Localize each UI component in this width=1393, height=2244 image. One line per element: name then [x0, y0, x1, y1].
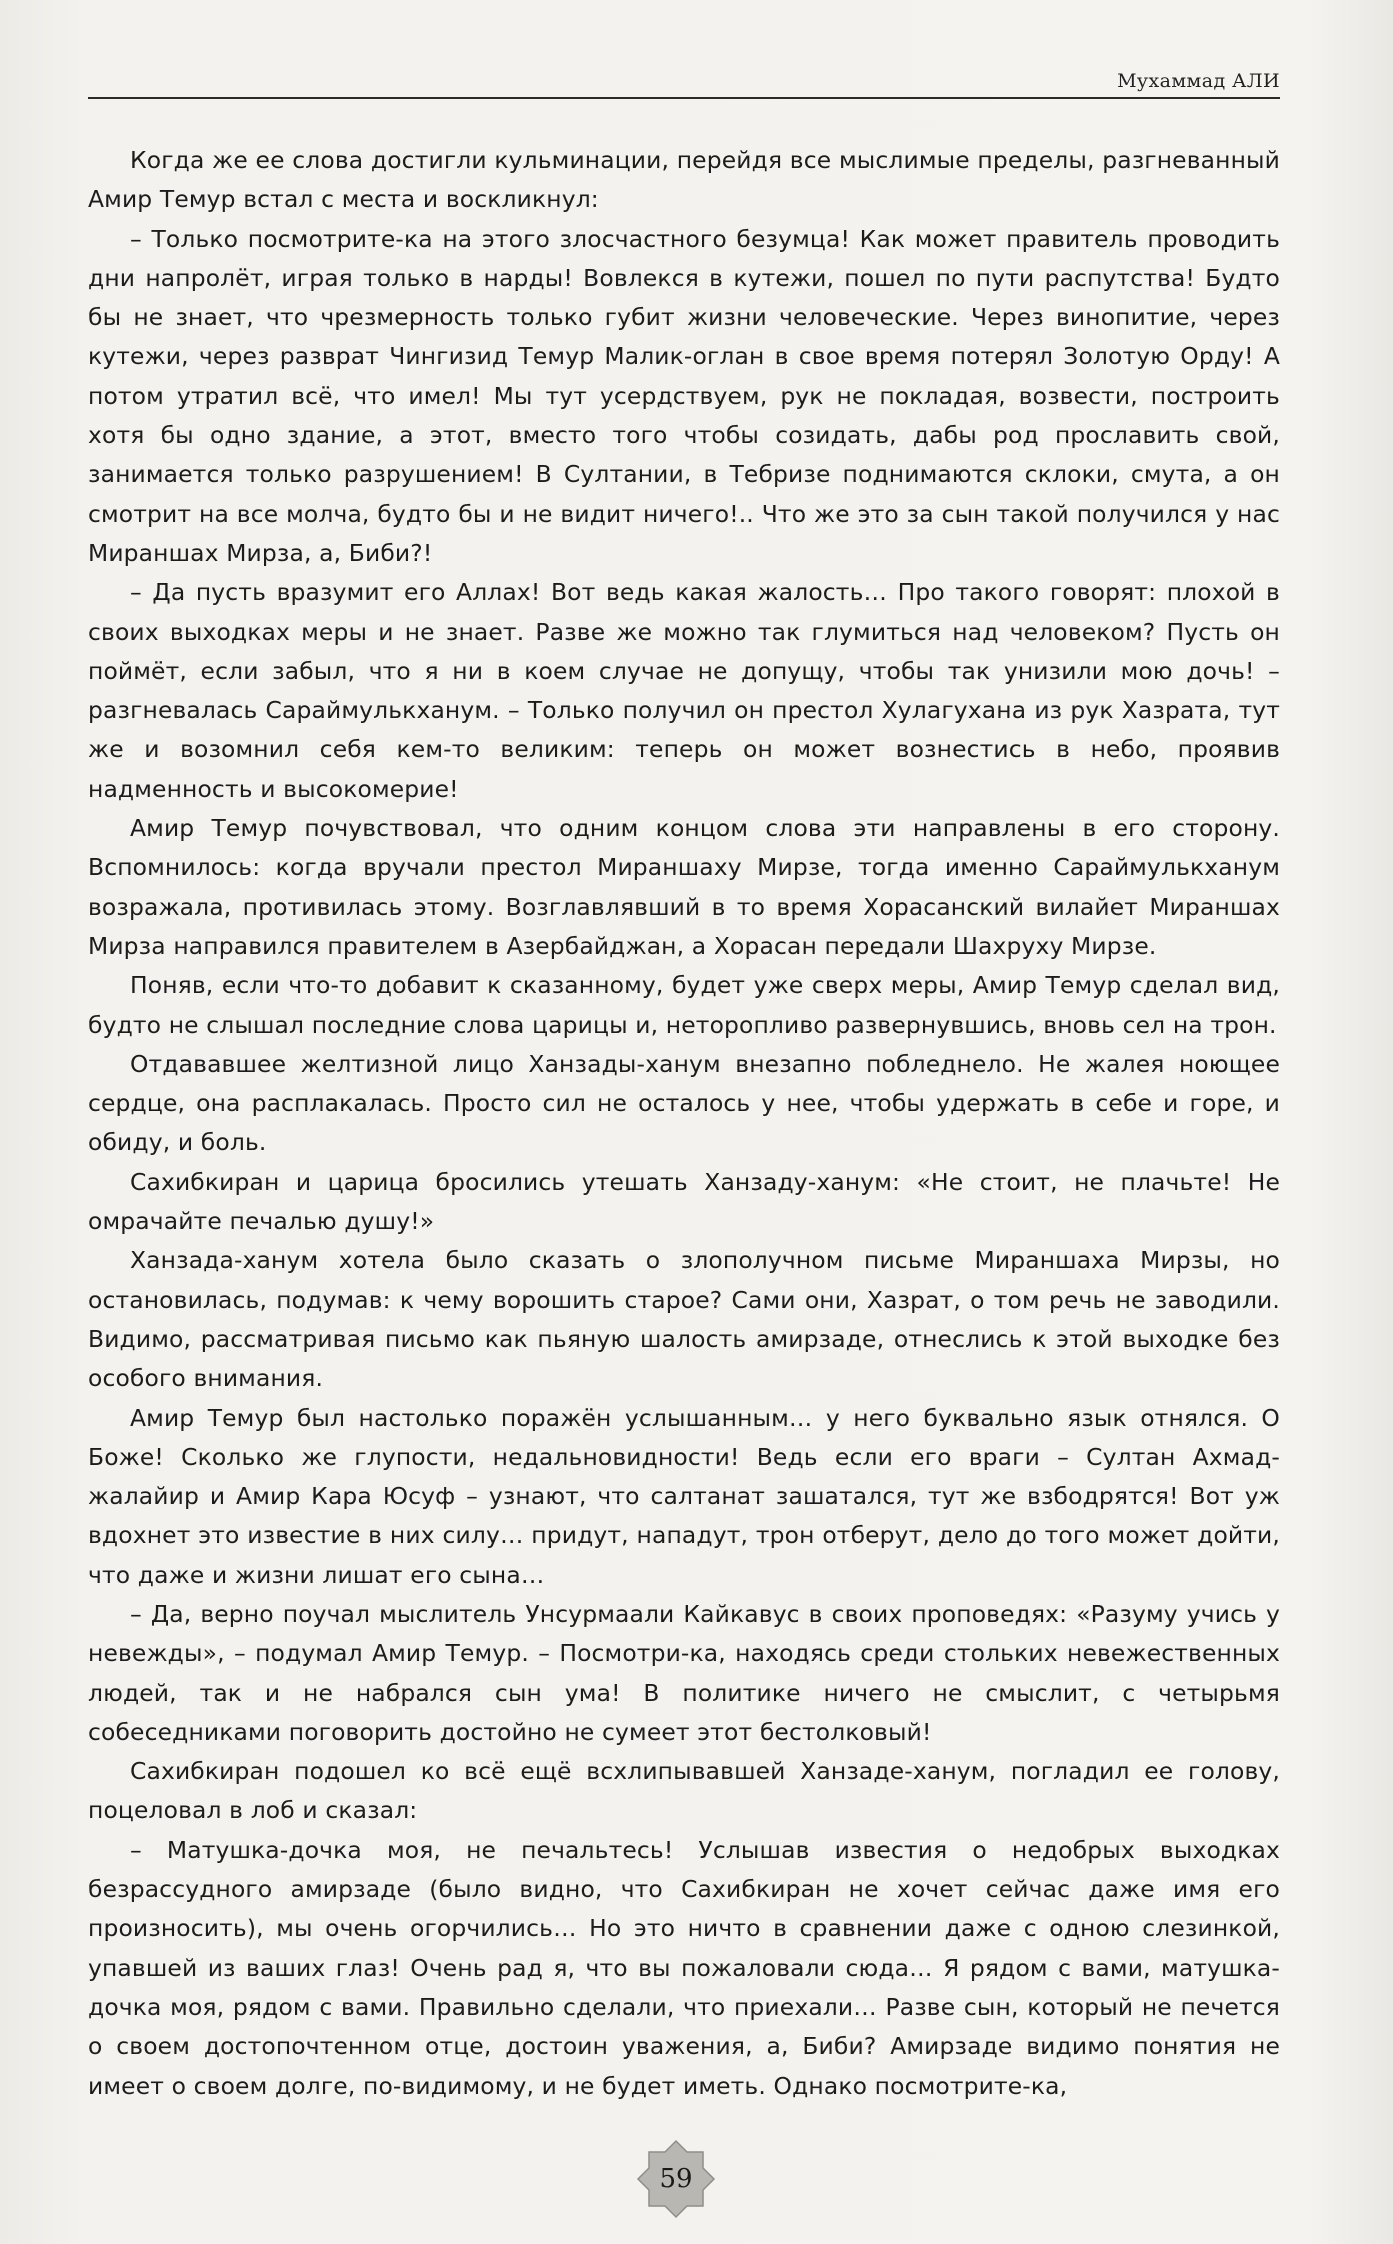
body-text — [88, 141, 1280, 2106]
paragraph: – Матушка-дочка моя, не печальтесь! Услышав известия о недобрых выходках безрассудного амирзаде (было видно, что Сахибкиран не хочет сейчас даже имя его произносить), мы очень огорчились… Но это ничто в сравнении даже с одною слезинкой, упавшей из ваших глаз! Очень рад я, что вы пожаловали сюда… Я рядом с вами, матушка-дочка моя, рядом с вами. Правильно сделали, что приехали… Разве сын, который не печется о своем достопочтенном отце, достоин уважения, а, Биби? Амирзаде видимо понятия не имеет о своем долге, по-видимому, и не будет иметь. Однако посмотрите-ка, — [88, 1835, 1280, 2100]
page-number-badge — [636, 2139, 716, 2219]
paragraph: Сахибкиран подошел ко всё ещё всхлипывавшей Ханзаде-ханум, погладил ее голову, поцеловал в лоб и сказал: — [88, 1757, 1280, 1825]
paragraph: Ханзада-ханум хотела было сказать о злополучном письме Мираншаха Мирзы, но остановилась, подумав: к чему ворошить старое? Сами они, Хазрат, о том речь не заводили. Видимо, рассматривая письмо как пьяную шалость амирзаде, отнеслись к этой выходке без особого внимания. — [88, 1246, 1280, 1393]
paragraph: Когда же ее слова достигли кульминации, перейдя все мыслимые пределы, разгневанный Амир Темур встал с места и воскликнул: — [88, 146, 1280, 214]
paragraph: – Да пусть вразумит его Аллах! Вот ведь какая жалость… Про такого говорят: плохой в своих выходках меры и не знает. Разве же можно так глумиться над человеком? Пусть он поймёт, если забыл, что я ни в коем случае не допущу, чтобы так унизили мою дочь! – разгневалась Сараймулькханум. – Только получил он престол Хулагухана из рук Хазрата, тут же и возомнил себя кем-то великим: теперь он может вознестись в небо, проявив надменность и высокомерие! — [88, 578, 1280, 803]
running-header — [88, 62, 1280, 100]
page-number: 59 — [659, 2164, 693, 2194]
author-name: Мухаммад АЛИ — [1117, 70, 1280, 92]
paragraph: Поняв, если что-то добавит к сказанному, будет уже сверх меры, Амир Темур сделал вид, будто не слышал последние слова царицы и, неторопливо развернувшись, вновь сел на трон. — [88, 971, 1280, 1039]
paragraph: Сахибкиран и царица бросились утешать Ханзаду-ханум: «Не стоит, не плачьте! Не омрачайте печалью душу!» — [88, 1167, 1280, 1236]
paragraph: Амир Темур почувствовал, что одним концом слова эти направлены в его сторону. Вспомнилось: когда вручали престол Мираншаху Мирзе, тогда именно Сараймулькханум возражала, противилась этому. Возглавлявший в то время Хорасанский вилайет Мираншах Мирза направился правителем в Азербайджан, а Хорасан передали Шахруху Мирзе. — [88, 814, 1280, 960]
header-rule — [88, 97, 1280, 99]
paragraph: Отдававшее желтизной лицо Ханзады-ханум внезапно побледнело. Не жалея ноющее сердце, она расплакалась. Просто сил не осталось у нее, чтобы удержать в себе и горе, и обиду, и боль. — [88, 1049, 1280, 1157]
paragraph: – Да, верно поучал мыслитель Унсурмаали Кайкавус в своих проповедях: «Разуму учись у невежды», – подумал Амир Темур. – Посмотри-ка, находясь среди стольких невежественных людей, так и не набрался сын ума! В политике ничего не смыслит, с четырьмя собеседниками поговорить достойно не сумеет этот бестолковый! — [88, 1599, 1280, 1746]
paragraph: – Только посмотрите-ка на этого злосчастного безумца! Как может правитель проводить дни напролёт, играя только в нарды! Вовлекся в кутежи, пошел по пути распутства! Будто бы не знает, что чрезмерность только губит жизни человеческие. Через винопитие, через кутежи, через разврат Чингизид Темур Малик-оглан в свое время потерял Золотую Орду! А потом утратил всё, что имел! Мы тут усердствуем, рук не покладая, возвести, построить хотя бы одно здание, а этот, вместо того чтобы созидать, дабы род прославить свой, занимается только разрушением! В Султании, в Тебризе поднимаются склоки, смута, а он смотрит на все молча, будто бы и не видит ничего!.. Что же это за сын такой получился у нас Мираншах Мирза, а, Биби?! — [88, 224, 1280, 567]
paragraph: Амир Темур был настолько поражён услышанным… у него буквально язык отнялся. О Боже! Сколько же глупости, недальновидности! Ведь если его враги – Султан Ахмад-жалайир и Амир Кара Юсуф – узнают, что салтанат зашатался, тут же взбодрятся! Вот уж вдохнет это известие в них силу… придут, нападут, трон отберут, дело до того может дойти, что даже и жизни лишат его сына… — [88, 1403, 1280, 1589]
